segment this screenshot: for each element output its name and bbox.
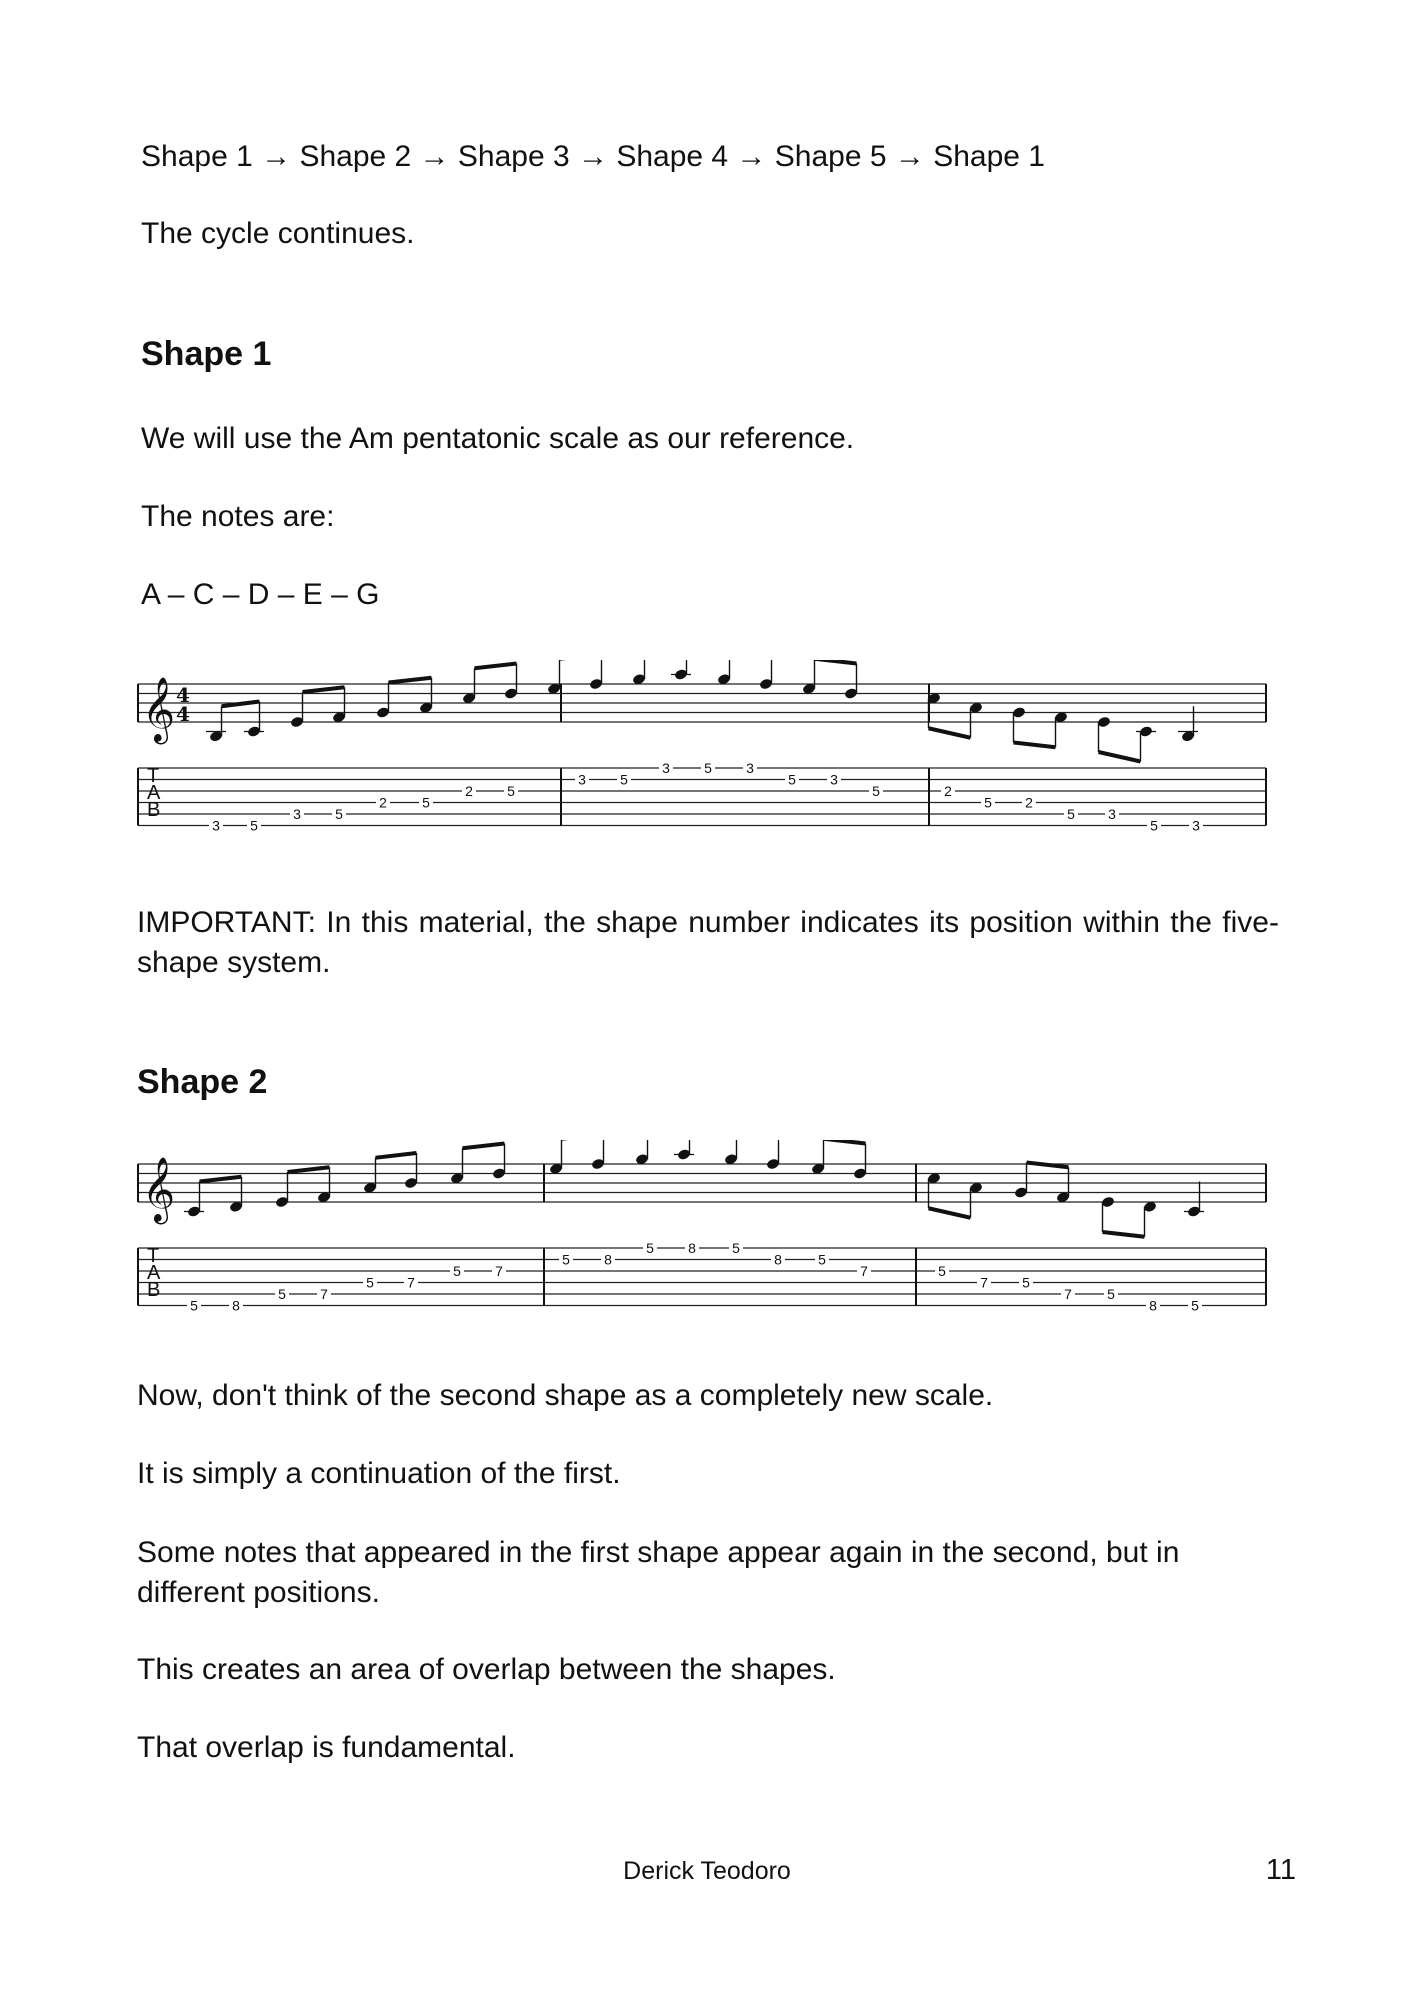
fret-number: 5	[704, 760, 712, 776]
note-beam	[1027, 1163, 1069, 1168]
fret-number: 3	[1192, 817, 1200, 834]
fret-number: 3	[578, 771, 586, 788]
shape-1-score	[136, 660, 1279, 840]
fret-number: 7	[1064, 1286, 1072, 1302]
fret-number: 5	[984, 794, 992, 811]
note-beam	[1014, 743, 1056, 748]
shape-1-intro: We will use the Am pentatonic scale as our reference.	[141, 422, 855, 455]
fret-number: 3	[662, 760, 670, 776]
time-signature-top: 4	[176, 683, 190, 707]
paragraph: Now, don't think of the second shape as a completely new scale.	[137, 1379, 994, 1412]
fret-number: 5	[1067, 806, 1075, 822]
paragraph: That overlap is fundamental.	[137, 1731, 516, 1764]
fret-number: 2	[379, 794, 387, 811]
fret-number: 3	[746, 760, 754, 776]
important-note: IMPORTANT: In this material, the shape number indicates its position within the five-shape system.	[137, 906, 1279, 979]
fret-number: 5	[646, 1240, 654, 1256]
cycle-note: The cycle continues.	[141, 217, 415, 250]
page-number: 11	[1265, 1854, 1296, 1886]
fret-number: 5	[335, 806, 343, 822]
fret-number: 2	[944, 783, 952, 799]
note-beam	[376, 1153, 417, 1158]
fret-number: 5	[938, 1263, 946, 1279]
footer-author: Derick Teodoro	[623, 1857, 791, 1885]
fret-number: 5	[620, 771, 628, 788]
fret-number: 8	[604, 1251, 612, 1268]
fret-number: 5	[788, 771, 796, 788]
shape-2-notation	[136, 1140, 1279, 1320]
tab-letter: B	[147, 799, 161, 821]
paragraph: It is simply a continuation of the first.	[137, 1457, 621, 1490]
note-beam	[200, 1177, 242, 1182]
tab-letter: T	[147, 765, 160, 787]
fret-number: 5	[818, 1251, 826, 1268]
fret-number: 5	[422, 794, 430, 811]
fret-number: 5	[250, 817, 258, 834]
shape-2-score	[136, 1140, 1279, 1320]
fret-number: 5	[1150, 817, 1158, 834]
tab-letter: A	[147, 1262, 161, 1284]
tab-letter: B	[147, 1279, 161, 1301]
fret-number: 2	[465, 783, 473, 799]
fret-number: 3	[293, 806, 301, 822]
fret-number: 5	[1022, 1274, 1030, 1291]
fret-number: 5	[453, 1263, 461, 1279]
note-beam	[824, 1140, 866, 1144]
fret-number: 7	[320, 1286, 328, 1302]
time-signature-bottom: 4	[176, 702, 190, 726]
fret-number: 2	[1025, 794, 1033, 811]
note-beam	[288, 1167, 330, 1172]
note-beam	[1099, 752, 1141, 762]
fret-number: 8	[1149, 1297, 1157, 1314]
fret-number: 5	[872, 783, 880, 799]
note-beam	[929, 728, 971, 738]
fret-number: 5	[278, 1286, 286, 1302]
treble-clef-icon: 𝄞	[142, 677, 176, 742]
scale-notes: A – C – D – E – G	[141, 578, 380, 611]
fret-number: 7	[980, 1274, 988, 1291]
note-beam	[1103, 1232, 1145, 1237]
note-beam	[222, 702, 260, 707]
fret-number: 8	[232, 1297, 240, 1314]
shape-2-heading: Shape 2	[137, 1063, 268, 1101]
notes-label: The notes are:	[141, 500, 335, 533]
fret-number: 5	[1191, 1297, 1199, 1314]
cycle-line: Shape 1 → Shape 2 → Shape 3 → Shape 4 → Shape 5 → Shape 1	[141, 140, 1045, 173]
fret-number: 3	[830, 771, 838, 788]
note-beam	[463, 1144, 505, 1149]
note-beam	[389, 678, 432, 683]
fret-number: 5	[732, 1240, 740, 1256]
shape-1-heading: Shape 1	[141, 335, 272, 373]
shape-1-notation	[136, 660, 1279, 840]
treble-clef-icon: 𝄞	[142, 1157, 176, 1222]
note-beam	[475, 664, 517, 669]
note-beam	[929, 1208, 971, 1218]
note-beam	[303, 687, 345, 692]
fret-number: 5	[366, 1274, 374, 1291]
note-beam	[815, 660, 857, 664]
fret-number: 7	[860, 1263, 868, 1279]
fret-number: 5	[1107, 1286, 1115, 1302]
fret-number: 7	[407, 1274, 415, 1291]
fret-number: 5	[190, 1297, 198, 1314]
fret-number: 5	[507, 783, 515, 799]
tab-letter: T	[147, 1245, 160, 1267]
paragraph: This creates an area of overlap between the shapes.	[137, 1653, 836, 1686]
tab-letter: A	[147, 782, 161, 804]
fret-number: 8	[688, 1240, 696, 1256]
fret-number: 7	[495, 1263, 503, 1279]
fret-number: 3	[1108, 806, 1116, 822]
fret-number: 3	[212, 817, 220, 834]
fret-number: 8	[774, 1251, 782, 1268]
paragraph: Some notes that appeared in the first shape appear again in the second, but in different positions.	[137, 1536, 1180, 1609]
fret-number: 5	[562, 1251, 570, 1268]
